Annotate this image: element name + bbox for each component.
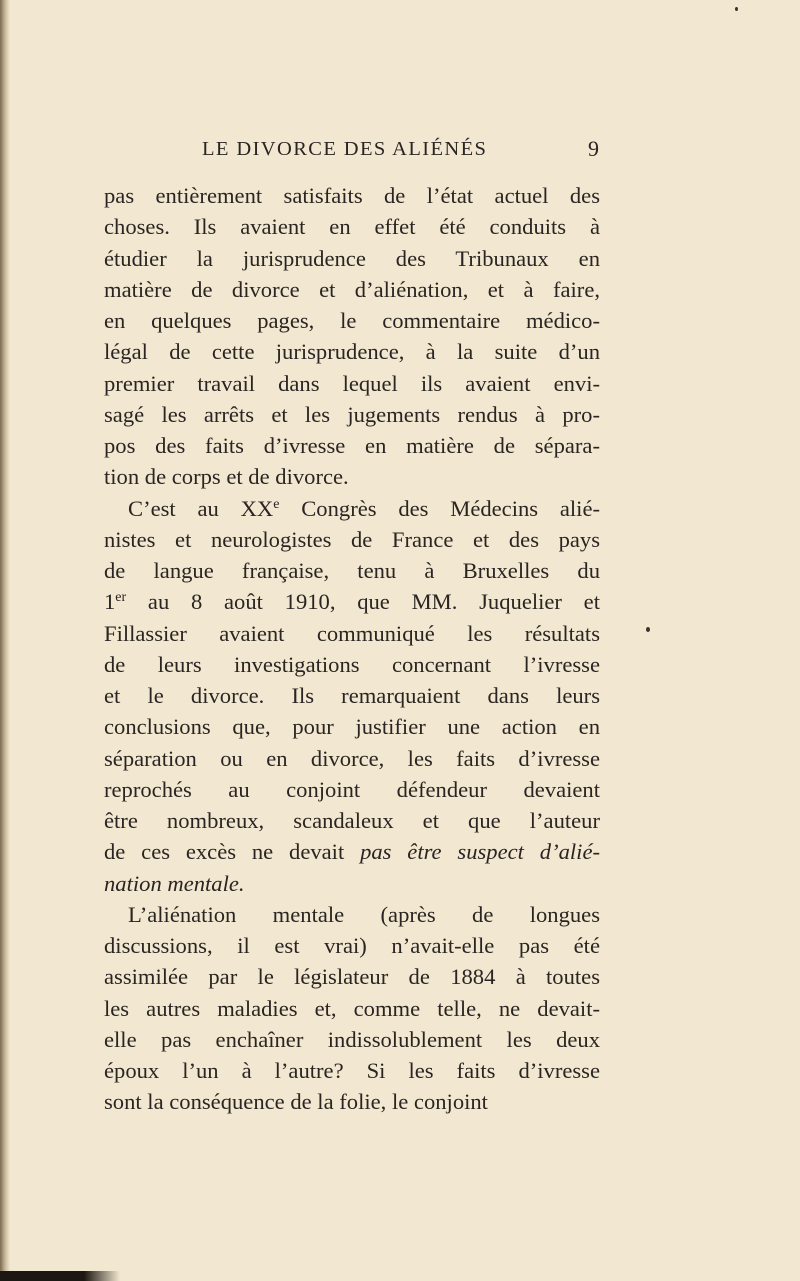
text-line: tion de corps et de divorce. <box>104 464 349 490</box>
text-line: sagé les arrêts et les jugements rendus à pro- <box>104 401 600 427</box>
text-line <box>104 493 600 524</box>
text-line: de leurs investigations concernant l’ivresse <box>104 651 600 677</box>
text-line <box>104 836 600 867</box>
superscript: er <box>115 590 127 606</box>
paper-blemish <box>735 7 738 11</box>
text-line: nistes et neurologistes de France et des pays <box>104 526 600 552</box>
text-fragment: au 8 août 1910, que MM. Juquelier et <box>126 589 600 615</box>
superscript: e <box>273 496 280 512</box>
book-binding-edge <box>0 0 10 1281</box>
text-line <box>104 868 600 899</box>
italic-fragment: nation mentale. <box>104 870 245 896</box>
text-line: premier travail dans lequel ils avaient envi- <box>104 370 600 396</box>
page-edge-shadow <box>0 1271 120 1281</box>
text-line: séparation ou en divorce, les faits d’ivresse <box>104 745 600 771</box>
text-line <box>104 586 600 617</box>
text-fragment: 1 <box>104 589 116 615</box>
text-line: reprochés au conjoint défendeur devaient <box>104 776 600 802</box>
text-fragment: de ces excès ne devait <box>104 839 361 865</box>
paper-blemish <box>646 627 650 632</box>
text-line: et le divorce. Ils remarquaient dans leurs <box>104 683 600 708</box>
text-line: choses. Ils avaient en effet été conduits à <box>104 214 600 240</box>
page-header <box>0 134 800 164</box>
text-line: étudier la jurisprudence des Tribunaux en <box>104 245 600 271</box>
running-title: LE DIVORCE DES ALIÉNÉS <box>202 138 488 160</box>
text-line: époux l’un à l’autre? Si les faits d’ivresse <box>104 1058 600 1083</box>
text-line: pos des faits d’ivresse en matière de sépara- <box>104 433 600 458</box>
text-line: légal de cette jurisprudence, à la suite d’un <box>104 339 600 365</box>
text-line: être nombreux, scandaleux et que l’auteur <box>104 808 600 833</box>
text-line: matière de divorce et d’aliénation, et à faire, <box>104 276 600 302</box>
text-line: conclusions que, pour justifier une action en <box>104 714 600 740</box>
text-line: les autres maladies et, comme telle, ne devait- <box>104 995 600 1021</box>
text-line: assimilée par le législateur de 1884 à toutes <box>104 964 600 990</box>
text-line: L’aliénation mentale (après de longues <box>128 901 600 927</box>
text-line: en quelques pages, le commentaire médico- <box>104 308 600 333</box>
body-text <box>104 180 600 1118</box>
text-line: sont la conséquence de la folie, le conjoint <box>104 1089 488 1115</box>
text-line: Fillassier avaient communiqué les résultats <box>104 620 600 646</box>
text-line: pas entièrement satisfaits de l’état actuel des <box>104 183 600 208</box>
text-fragment: Congrès des Médecins alié- <box>279 495 600 521</box>
text-line: elle pas enchaîner indissolublement les deux <box>104 1026 600 1052</box>
text-line: discussions, il est vrai) n’avait-elle pas été <box>104 933 600 958</box>
italic-fragment: pas être suspect d’alié- <box>360 839 601 865</box>
page-number: 9 <box>588 136 599 161</box>
text-fragment: C’est au XX <box>128 495 274 521</box>
text-line: de langue française, tenu à Bruxelles du <box>104 558 600 583</box>
